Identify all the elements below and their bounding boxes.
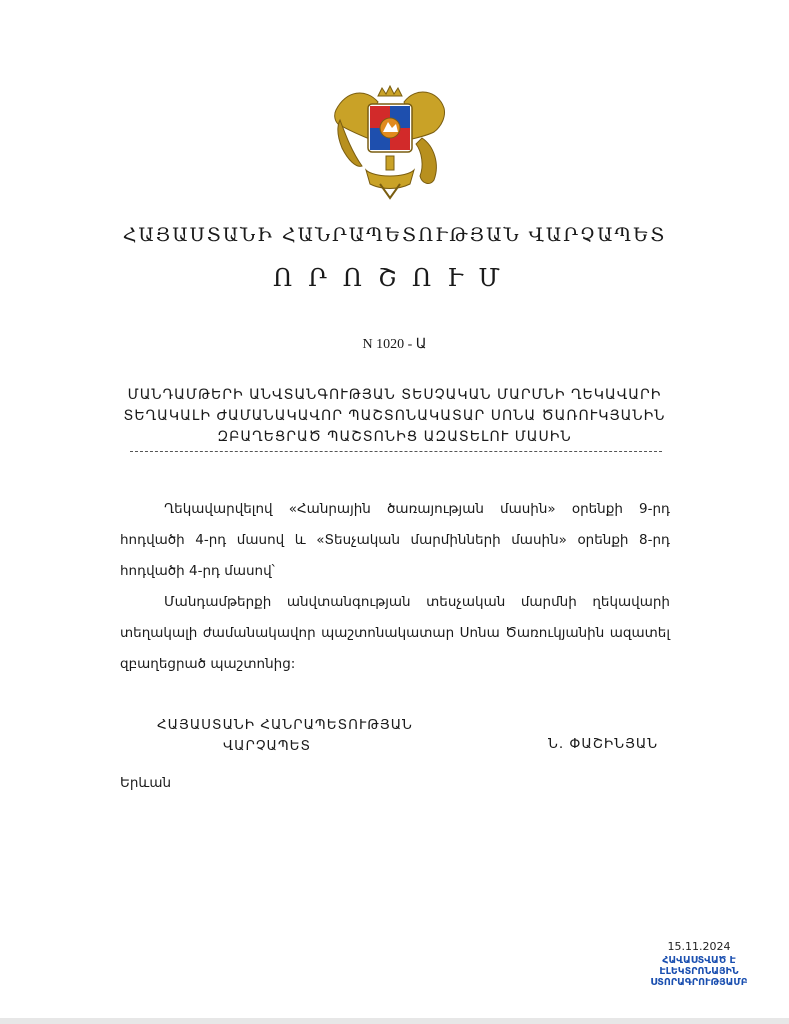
signatory-name: Ն. ՓԱՇԻՆՅԱՆ bbox=[548, 736, 659, 752]
page-bottom-edge bbox=[0, 1018, 789, 1024]
subject-line-1: ՄԱՆԴԱՄԹԵՐԻ ԱՆՎՏԱՆԳՈՒԹՅԱՆ ՏԵՍՉԱԿԱՆ ՄԱՐՄՆԻ ՂԵԿԱՎԱՐԻ bbox=[127, 387, 662, 403]
dashed-divider bbox=[130, 451, 662, 452]
subject-line-2: ՏԵՂԱԿԱԼԻ ԺԱՄԱՆԱԿԱՎՈՐ ՊԱՇՏՈՆԱԿԱՏԱՐ ՍՈՆԱ ԾԱՌՈՒԿՅԱՆԻՆ bbox=[123, 408, 666, 424]
signature-position-line2: ՎԱՐՉԱՊԵՏ bbox=[223, 738, 312, 754]
signature-position-line1: ՀԱՅԱՍՏԱՆԻ ՀԱՆՐԱՊԵՏՈՒԹՅԱՆ bbox=[157, 717, 413, 733]
body-paragraph-1: Ղեկավարվելով «Հանրային ծառայության մասին» օրենքի 9-րդ հոդվածի 4-րդ մասով և «Տեսչական մարմինների մասին» օրենքի 8-րդ հոդվածի 4-րդ մասով՝ bbox=[120, 501, 670, 579]
decree-body bbox=[120, 494, 670, 680]
stamp-line-3: ՍՏՈՐԱԳՐՈՒԹՅԱՄԲ bbox=[650, 977, 748, 988]
place-of-signing: Երևան bbox=[120, 775, 172, 791]
decree-subject bbox=[120, 385, 669, 448]
body-paragraph-2: Մանդամթերքի անվտանգության տեսչական մարմնի ղեկավարի տեղակալի ժամանակավոր պաշտոնակատար Սոնա Ծառուկյանին ազատել զբաղեցրած պաշտոնից: bbox=[120, 594, 670, 672]
stamp-line-1: ՀԱՎԱՍՏՎԱԾ Է bbox=[662, 955, 736, 966]
signature-position bbox=[157, 715, 413, 757]
decree-number: N 1020 - Ա bbox=[362, 337, 427, 352]
stamp-text bbox=[640, 955, 758, 988]
subject-line-3: ԶԲԱՂԵՑՐԱԾ ՊԱՇՏՈՆԻՑ ԱԶԱՏԵԼՈՒ ՄԱՍԻՆ bbox=[217, 429, 572, 445]
document-title-line1: ՀԱՅԱՍՏԱՆԻ ՀԱՆՐԱՊԵՏՈՒԹՅԱՆ ՎԱՐՉԱՊԵՏ bbox=[122, 224, 667, 246]
document-title-decree: ՈՐՈՇՈՒՄ bbox=[273, 264, 516, 292]
stamp-line-2: ԷԼԵԿՏՐՈՆԱՅԻՆ bbox=[659, 966, 739, 977]
coat-of-arms-icon bbox=[326, 80, 454, 208]
electronic-signature-stamp bbox=[640, 940, 758, 988]
stamp-date: 15.11.2024 bbox=[667, 940, 731, 953]
